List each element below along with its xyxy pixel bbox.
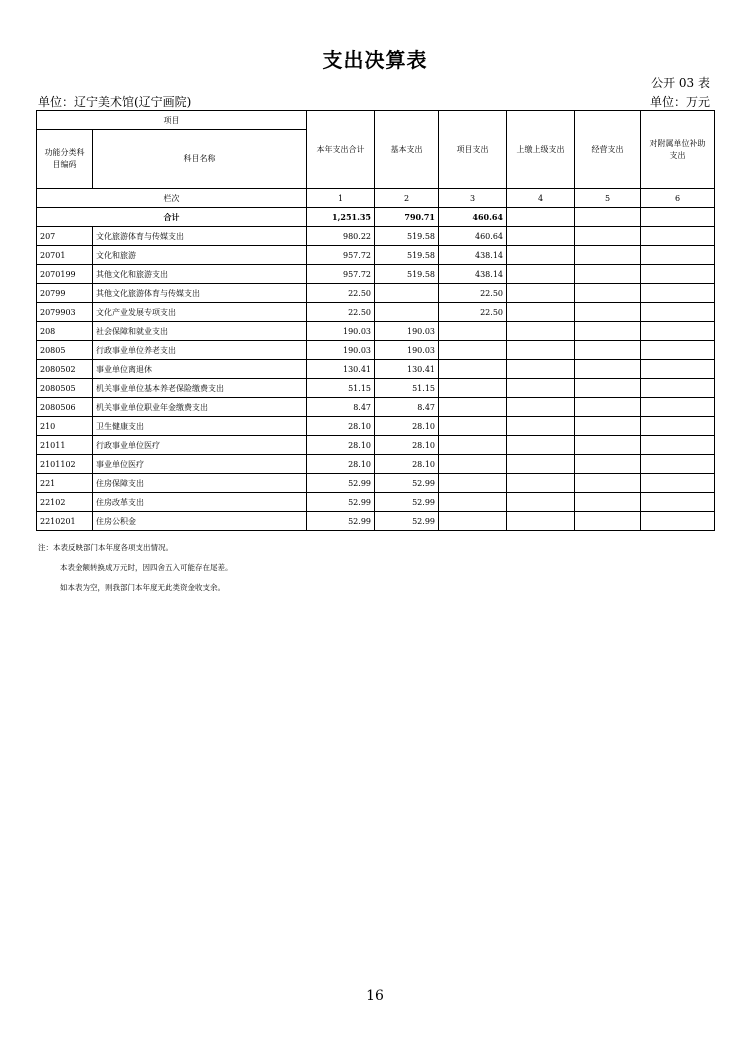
total-c5 [575, 208, 641, 227]
row-basic-expenditure: 28.10 [375, 417, 439, 436]
header-col3: 项目支出 [439, 111, 507, 189]
row-subsidiary-expenditure [641, 227, 715, 246]
table-row [37, 322, 715, 341]
row-basic-expenditure: 519.58 [375, 246, 439, 265]
table-row [37, 398, 715, 417]
total-c1: 1,251.35 [307, 208, 375, 227]
row-operating-expenditure [575, 474, 641, 493]
row-code: 2080505 [37, 379, 93, 398]
row-name: 社会保障和就业支出 [93, 322, 307, 341]
row-total-expenditure: 28.10 [307, 455, 375, 474]
row-project-expenditure [439, 436, 507, 455]
header-code: 功能分类科目编码 [37, 130, 93, 189]
row-operating-expenditure [575, 455, 641, 474]
row-operating-expenditure [575, 227, 641, 246]
row-total-expenditure: 52.99 [307, 512, 375, 531]
row-operating-expenditure [575, 322, 641, 341]
row-name: 其他文化和旅游支出 [93, 265, 307, 284]
row-basic-expenditure [375, 284, 439, 303]
row-total-expenditure: 980.22 [307, 227, 375, 246]
row-basic-expenditure: 130.41 [375, 360, 439, 379]
row-project-expenditure: 438.14 [439, 246, 507, 265]
row-operating-expenditure [575, 493, 641, 512]
row-code: 221 [37, 474, 93, 493]
col-number: 5 [575, 189, 641, 208]
total-c2: 790.71 [375, 208, 439, 227]
row-name: 住房保障支出 [93, 474, 307, 493]
header-item: 项目 [37, 111, 307, 130]
col-number: 2 [375, 189, 439, 208]
row-project-expenditure [439, 455, 507, 474]
total-c3: 460.64 [439, 208, 507, 227]
row-name: 文化和旅游 [93, 246, 307, 265]
row-subsidiary-expenditure [641, 436, 715, 455]
row-operating-expenditure [575, 265, 641, 284]
table-row [37, 379, 715, 398]
row-subsidiary-expenditure [641, 398, 715, 417]
row-total-expenditure: 22.50 [307, 303, 375, 322]
row-basic-expenditure: 8.47 [375, 398, 439, 417]
table-row [37, 455, 715, 474]
table-row [37, 512, 715, 531]
header-col2: 基本支出 [375, 111, 439, 189]
total-row [37, 208, 715, 227]
note-line: 注：本表反映部门本年度各项支出情况。 [38, 543, 173, 552]
row-name: 机关事业单位基本养老保险缴费支出 [93, 379, 307, 398]
row-basic-expenditure: 51.15 [375, 379, 439, 398]
row-basic-expenditure: 190.03 [375, 341, 439, 360]
table-row [37, 265, 715, 284]
row-subsidiary-expenditure [641, 417, 715, 436]
row-basic-expenditure: 52.99 [375, 493, 439, 512]
row-subsidiary-expenditure [641, 303, 715, 322]
expenditure-table [36, 110, 715, 531]
table-row [37, 284, 715, 303]
row-basic-expenditure: 519.58 [375, 265, 439, 284]
row-code: 2210201 [37, 512, 93, 531]
table-row [37, 360, 715, 379]
row-project-expenditure: 22.50 [439, 284, 507, 303]
row-project-expenditure [439, 493, 507, 512]
row-name: 住房改革支出 [93, 493, 307, 512]
row-subsidiary-expenditure [641, 341, 715, 360]
table-row [37, 436, 715, 455]
row-total-expenditure: 52.99 [307, 474, 375, 493]
header-col1: 本年支出合计 [307, 111, 375, 189]
row-superior-expenditure [507, 455, 575, 474]
note-line: 本表金额转换成万元时，因四舍五入可能存在尾差。 [60, 563, 233, 572]
row-superior-expenditure [507, 246, 575, 265]
row-total-expenditure: 28.10 [307, 417, 375, 436]
row-subsidiary-expenditure [641, 493, 715, 512]
table-row [37, 303, 715, 322]
row-basic-expenditure: 190.03 [375, 322, 439, 341]
row-operating-expenditure [575, 417, 641, 436]
row-superior-expenditure [507, 398, 575, 417]
row-superior-expenditure [507, 341, 575, 360]
row-subsidiary-expenditure [641, 360, 715, 379]
row-subsidiary-expenditure [641, 322, 715, 341]
row-code: 210 [37, 417, 93, 436]
row-name: 事业单位离退休 [93, 360, 307, 379]
row-code: 20701 [37, 246, 93, 265]
row-total-expenditure: 130.41 [307, 360, 375, 379]
row-superior-expenditure [507, 417, 575, 436]
header-col4: 上缴上级支出 [507, 111, 575, 189]
row-project-expenditure: 22.50 [439, 303, 507, 322]
row-project-expenditure [439, 417, 507, 436]
total-c6 [641, 208, 715, 227]
row-code: 2079903 [37, 303, 93, 322]
row-superior-expenditure [507, 360, 575, 379]
row-project-expenditure [439, 398, 507, 417]
col-number: 6 [641, 189, 715, 208]
header-lanci: 栏次 [37, 189, 307, 208]
row-code: 207 [37, 227, 93, 246]
row-code: 21011 [37, 436, 93, 455]
row-code: 2080502 [37, 360, 93, 379]
row-subsidiary-expenditure [641, 246, 715, 265]
form-number: 公开 03 表 [651, 76, 710, 90]
row-superior-expenditure [507, 227, 575, 246]
row-basic-expenditure [375, 303, 439, 322]
row-total-expenditure: 28.10 [307, 436, 375, 455]
row-basic-expenditure: 519.58 [375, 227, 439, 246]
row-code: 2101102 [37, 455, 93, 474]
col-number: 4 [507, 189, 575, 208]
row-name: 文化旅游体育与传媒支出 [93, 227, 307, 246]
row-operating-expenditure [575, 360, 641, 379]
row-project-expenditure: 438.14 [439, 265, 507, 284]
row-total-expenditure: 22.50 [307, 284, 375, 303]
page-number: 16 [366, 988, 384, 1004]
table-row [37, 493, 715, 512]
row-code: 208 [37, 322, 93, 341]
row-project-expenditure [439, 341, 507, 360]
row-operating-expenditure [575, 303, 641, 322]
row-basic-expenditure: 52.99 [375, 512, 439, 531]
row-subsidiary-expenditure [641, 379, 715, 398]
row-superior-expenditure [507, 493, 575, 512]
row-code: 2080506 [37, 398, 93, 417]
row-operating-expenditure [575, 512, 641, 531]
row-subsidiary-expenditure [641, 455, 715, 474]
table-row [37, 227, 715, 246]
row-total-expenditure: 51.15 [307, 379, 375, 398]
note-line: 如本表为空，则我部门本年度无此类资金收支余。 [60, 583, 225, 592]
row-name: 行政事业单位医疗 [93, 436, 307, 455]
row-subsidiary-expenditure [641, 284, 715, 303]
header-name: 科目名称 [93, 130, 307, 189]
row-total-expenditure: 957.72 [307, 265, 375, 284]
row-operating-expenditure [575, 341, 641, 360]
row-code: 2070199 [37, 265, 93, 284]
row-total-expenditure: 8.47 [307, 398, 375, 417]
notes [38, 538, 233, 598]
row-basic-expenditure: 52.99 [375, 474, 439, 493]
row-superior-expenditure [507, 303, 575, 322]
row-operating-expenditure [575, 246, 641, 265]
row-project-expenditure [439, 512, 507, 531]
total-c4 [507, 208, 575, 227]
row-superior-expenditure [507, 322, 575, 341]
row-subsidiary-expenditure [641, 474, 715, 493]
row-total-expenditure: 190.03 [307, 322, 375, 341]
table-row [37, 474, 715, 493]
row-total-expenditure: 190.03 [307, 341, 375, 360]
row-operating-expenditure [575, 398, 641, 417]
table-row [37, 417, 715, 436]
row-basic-expenditure: 28.10 [375, 455, 439, 474]
row-project-expenditure [439, 360, 507, 379]
row-superior-expenditure [507, 512, 575, 531]
row-basic-expenditure: 28.10 [375, 436, 439, 455]
col-number: 1 [307, 189, 375, 208]
row-project-expenditure [439, 474, 507, 493]
row-name: 卫生健康支出 [93, 417, 307, 436]
row-total-expenditure: 957.72 [307, 246, 375, 265]
row-code: 22102 [37, 493, 93, 512]
header-col5: 经营支出 [575, 111, 641, 189]
row-superior-expenditure [507, 379, 575, 398]
table-row [37, 341, 715, 360]
row-name: 事业单位医疗 [93, 455, 307, 474]
row-superior-expenditure [507, 265, 575, 284]
unit-currency: 单位：万元 [649, 95, 710, 109]
row-subsidiary-expenditure [641, 512, 715, 531]
row-operating-expenditure [575, 284, 641, 303]
row-superior-expenditure [507, 436, 575, 455]
row-name: 行政事业单位养老支出 [93, 341, 307, 360]
row-subsidiary-expenditure [641, 265, 715, 284]
table-row [37, 246, 715, 265]
page-title: 支出决算表 [322, 48, 428, 72]
unit-name: 单位：辽宁美术馆(辽宁画院) [38, 95, 192, 109]
row-operating-expenditure [575, 379, 641, 398]
row-name: 其他文化旅游体育与传媒支出 [93, 284, 307, 303]
row-superior-expenditure [507, 474, 575, 493]
row-project-expenditure: 460.64 [439, 227, 507, 246]
row-superior-expenditure [507, 284, 575, 303]
row-project-expenditure [439, 379, 507, 398]
row-total-expenditure: 52.99 [307, 493, 375, 512]
row-project-expenditure [439, 322, 507, 341]
header-col6: 对附属单位补助支出 [641, 111, 715, 189]
row-name: 文化产业发展专项支出 [93, 303, 307, 322]
col-number: 3 [439, 189, 507, 208]
row-operating-expenditure [575, 436, 641, 455]
row-name: 机关事业单位职业年金缴费支出 [93, 398, 307, 417]
total-label: 合计 [37, 208, 307, 227]
row-code: 20799 [37, 284, 93, 303]
row-name: 住房公积金 [93, 512, 307, 531]
row-code: 20805 [37, 341, 93, 360]
